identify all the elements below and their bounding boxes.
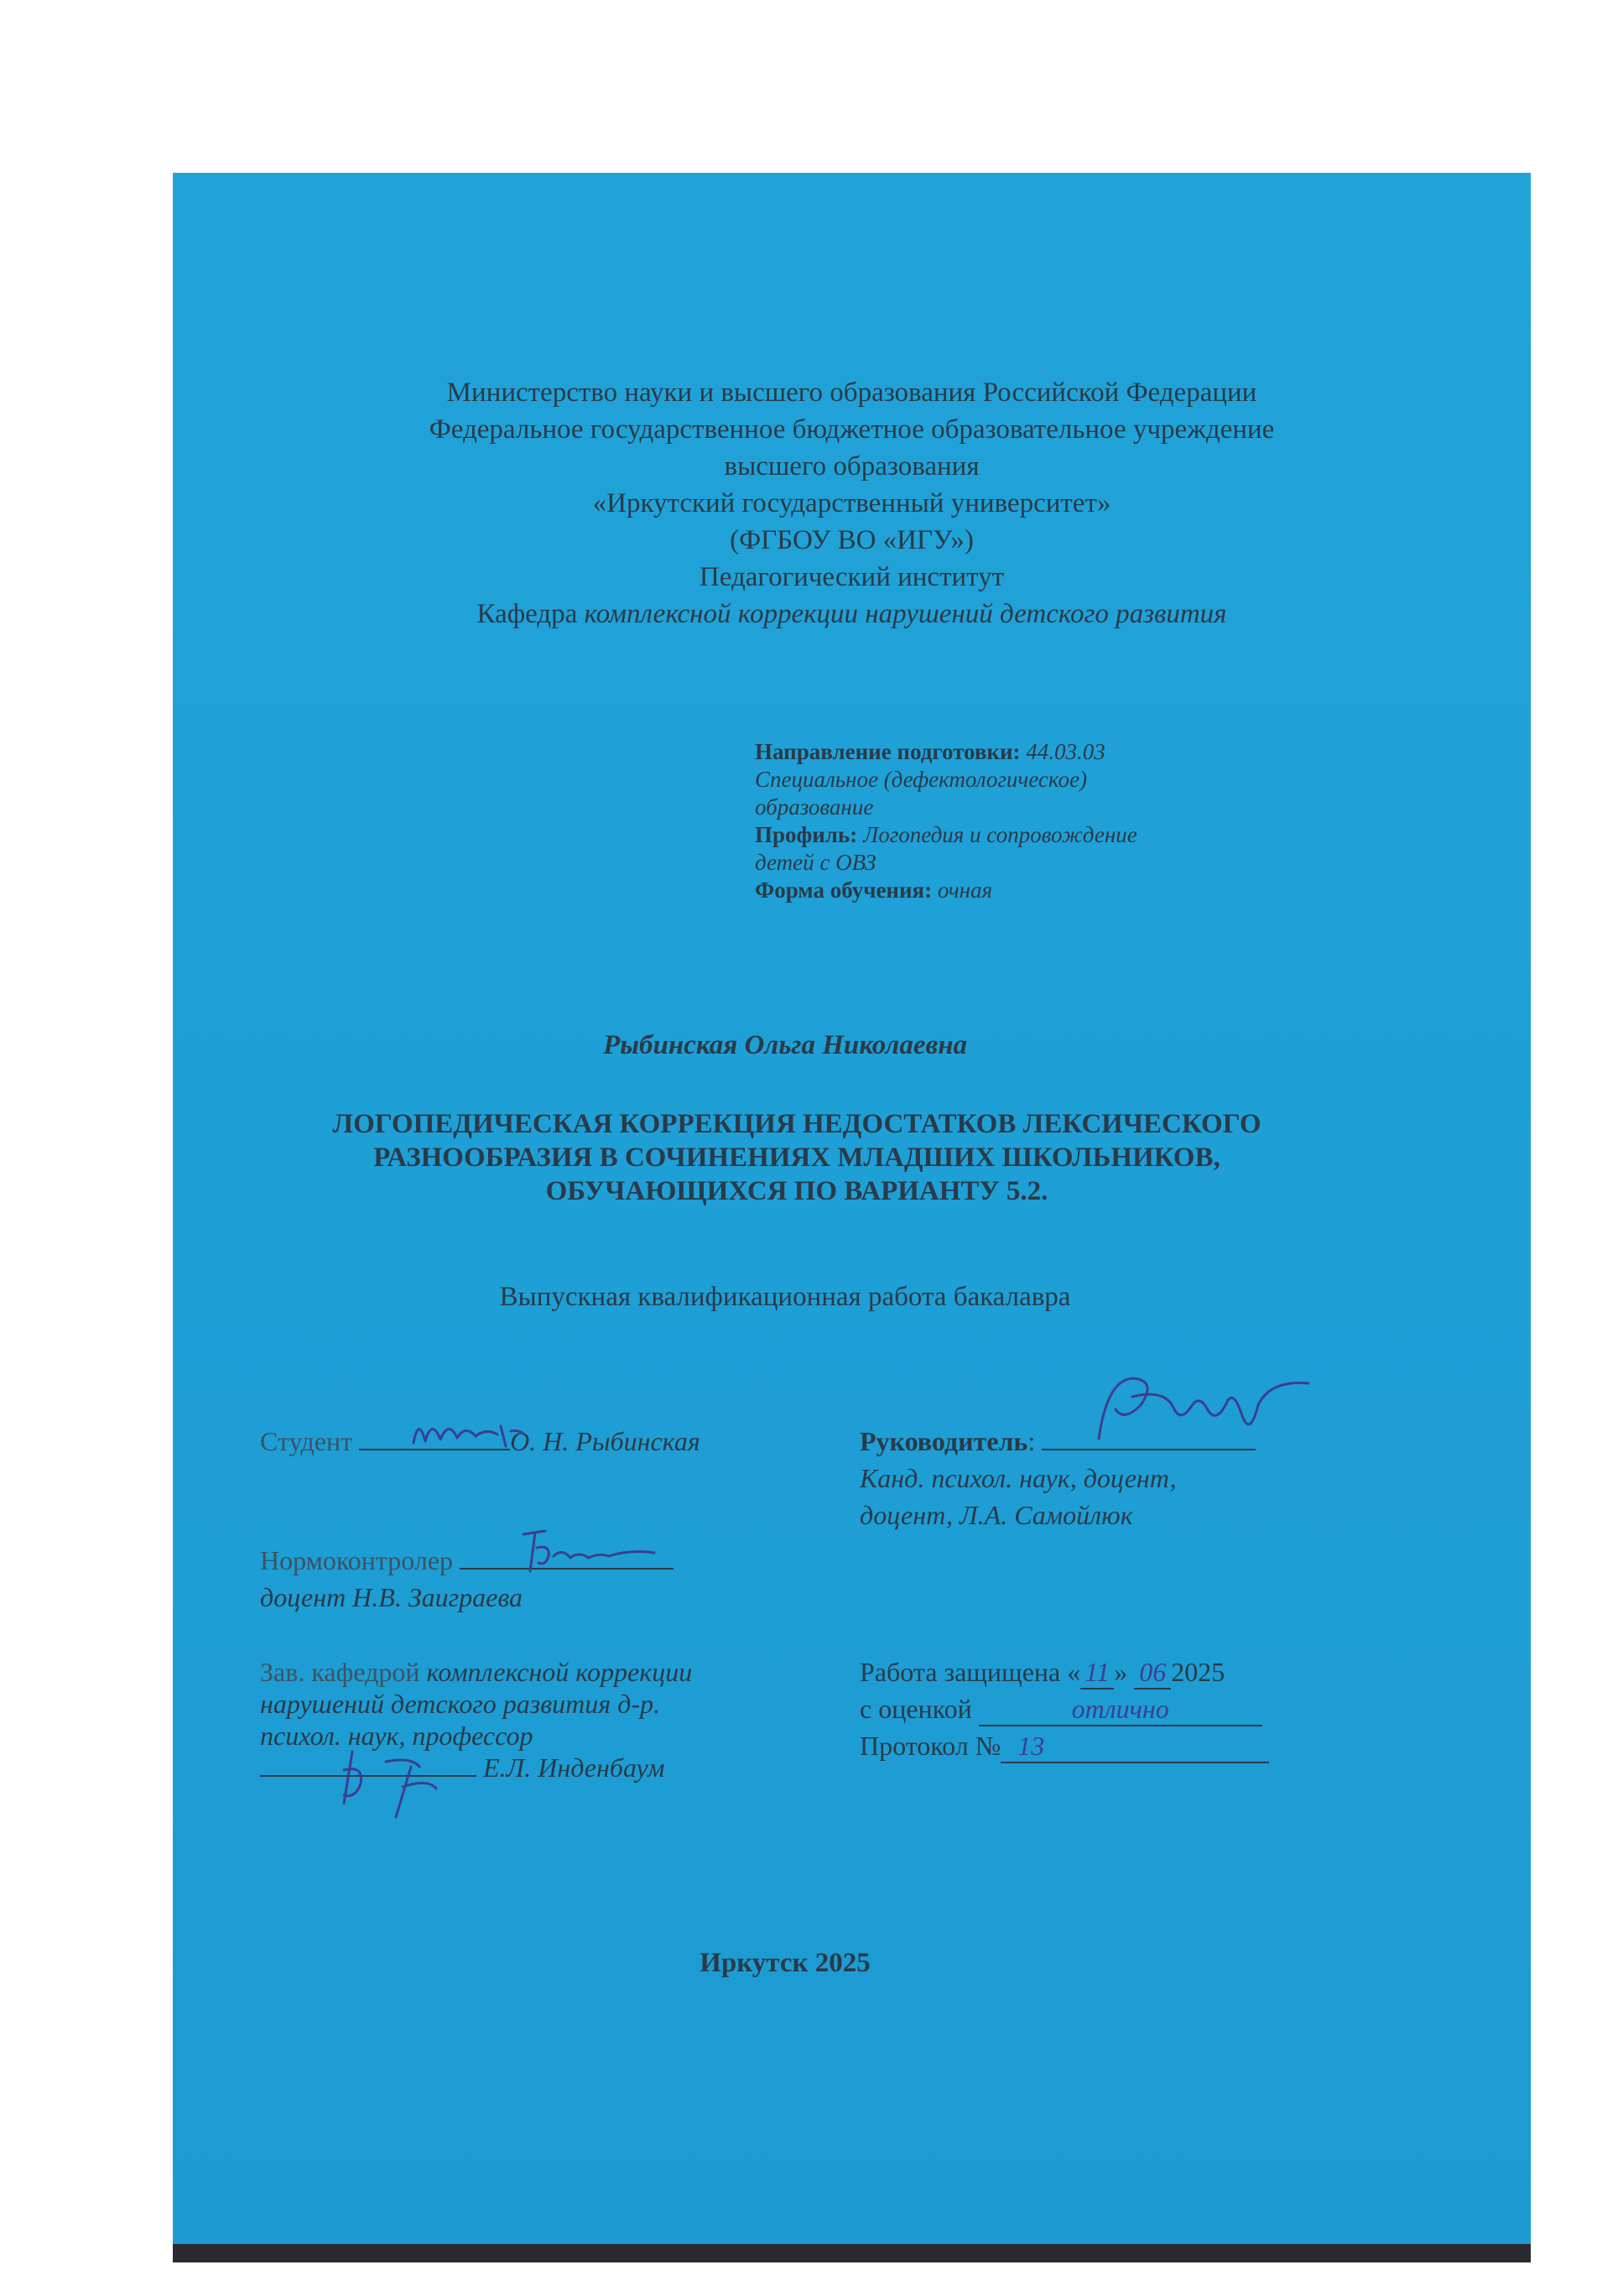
grade-label: с оценкой (860, 1694, 972, 1724)
title-line-3: ОБУЧАЮЩИХСЯ ПО ВАРИАНТУ 5.2. (545, 1176, 1048, 1206)
form-value: очная (937, 877, 993, 903)
head-label: Зав. кафедрой (260, 1657, 420, 1687)
defense-month: 06 (1134, 1657, 1171, 1689)
supervisor-signature (1082, 1363, 1317, 1455)
normcontrol-label: Нормоконтролер (260, 1545, 454, 1575)
student-label: Студент (260, 1426, 353, 1456)
head-name: Е.Л. Инденбаум (483, 1752, 665, 1783)
title-line-2: РАЗНООБРАЗИЯ В СОЧИНЕНИЯХ МЛАДШИХ ШКОЛЬНИКОВ, (373, 1143, 1220, 1173)
direction-code: 44.03.03 (1026, 739, 1105, 764)
program-block (755, 738, 1225, 904)
grade-row (860, 1694, 1262, 1726)
form-row (755, 877, 1225, 904)
direction-label: Направление подготовки: (755, 739, 1021, 764)
city-year: Иркутск 2025 (700, 1948, 871, 1978)
head-line2: нарушений детского развития д-р. (260, 1689, 660, 1719)
profile-label: Профиль: (755, 822, 858, 847)
protocol-number: 13 (1001, 1731, 1269, 1763)
title-line-1: ЛОГОПЕДИЧЕСКАЯ КОРРЕКЦИЯ НЕДОСТАТКОВ ЛЕКСИЧЕСКОГО (332, 1109, 1261, 1139)
education-level-line: высшего образования (724, 451, 980, 482)
department-name: комплексной коррекции нарушений детского развития (584, 599, 1227, 629)
normcontrol-signature (512, 1523, 663, 1581)
institution-type-line: Федеральное государственное бюджетное образовательное учреждение (429, 414, 1275, 445)
scan-edge-shadow (173, 2244, 1531, 2262)
direction-line2: Специальное (дефектологическое) (755, 767, 1087, 792)
thesis-title (235, 1107, 1359, 1208)
protocol-row (860, 1731, 1269, 1763)
profile-row (755, 821, 1225, 849)
university-name: «Иркутский государственный университет» (592, 488, 1111, 518)
head-row-1 (260, 1656, 797, 1688)
form-label: Форма обучения: (755, 877, 933, 903)
defense-year: 2025 (1171, 1657, 1225, 1687)
head-signature (319, 1736, 486, 1829)
ministry-line: Министерство науки и высшего образования Российской Федерации (446, 377, 1257, 408)
profile-value-1: Логопедия и сопровождение (862, 822, 1137, 847)
defense-date-row (860, 1657, 1225, 1689)
work-type: Выпускная квалификационная работа бакалавра (499, 1282, 1071, 1312)
institute-name: Педагогический институт (699, 562, 1005, 592)
supervisor-label: Руководитель (860, 1426, 1028, 1456)
direction-row (755, 738, 1225, 766)
student-name: О. Н. Рыбинская (510, 1426, 700, 1456)
supervisor-colon: : (1027, 1426, 1036, 1456)
head-line1: комплексной коррекции (426, 1657, 693, 1687)
defense-day: 11 (1080, 1657, 1114, 1689)
direction-line3: образование (755, 794, 874, 820)
defense-prefix: Работа защищена « (860, 1657, 1081, 1687)
head-line3: психол. наук, профессор (260, 1721, 533, 1751)
grade-value: отлично (979, 1694, 1262, 1726)
supervisor-degree: Канд. психол. наук, доцент, (860, 1463, 1177, 1493)
university-abbr: (ФГБОУ ВО «ИГУ») (730, 525, 974, 555)
department-line (173, 597, 1531, 632)
defense-quote-close: » (1114, 1657, 1128, 1687)
department-prefix: Кафедра (476, 599, 578, 629)
author-name: Рыбинская Ольга Николаевна (602, 1030, 968, 1060)
protocol-label: Протокол № (860, 1731, 1001, 1761)
profile-value-2: детей с ОВЗ (755, 850, 877, 875)
supervisor-name: доцент, Л.А. Самойлюк (860, 1500, 1133, 1530)
normcontrol-name: доцент Н.В. Заиграева (260, 1582, 523, 1612)
student-signature (407, 1409, 533, 1460)
